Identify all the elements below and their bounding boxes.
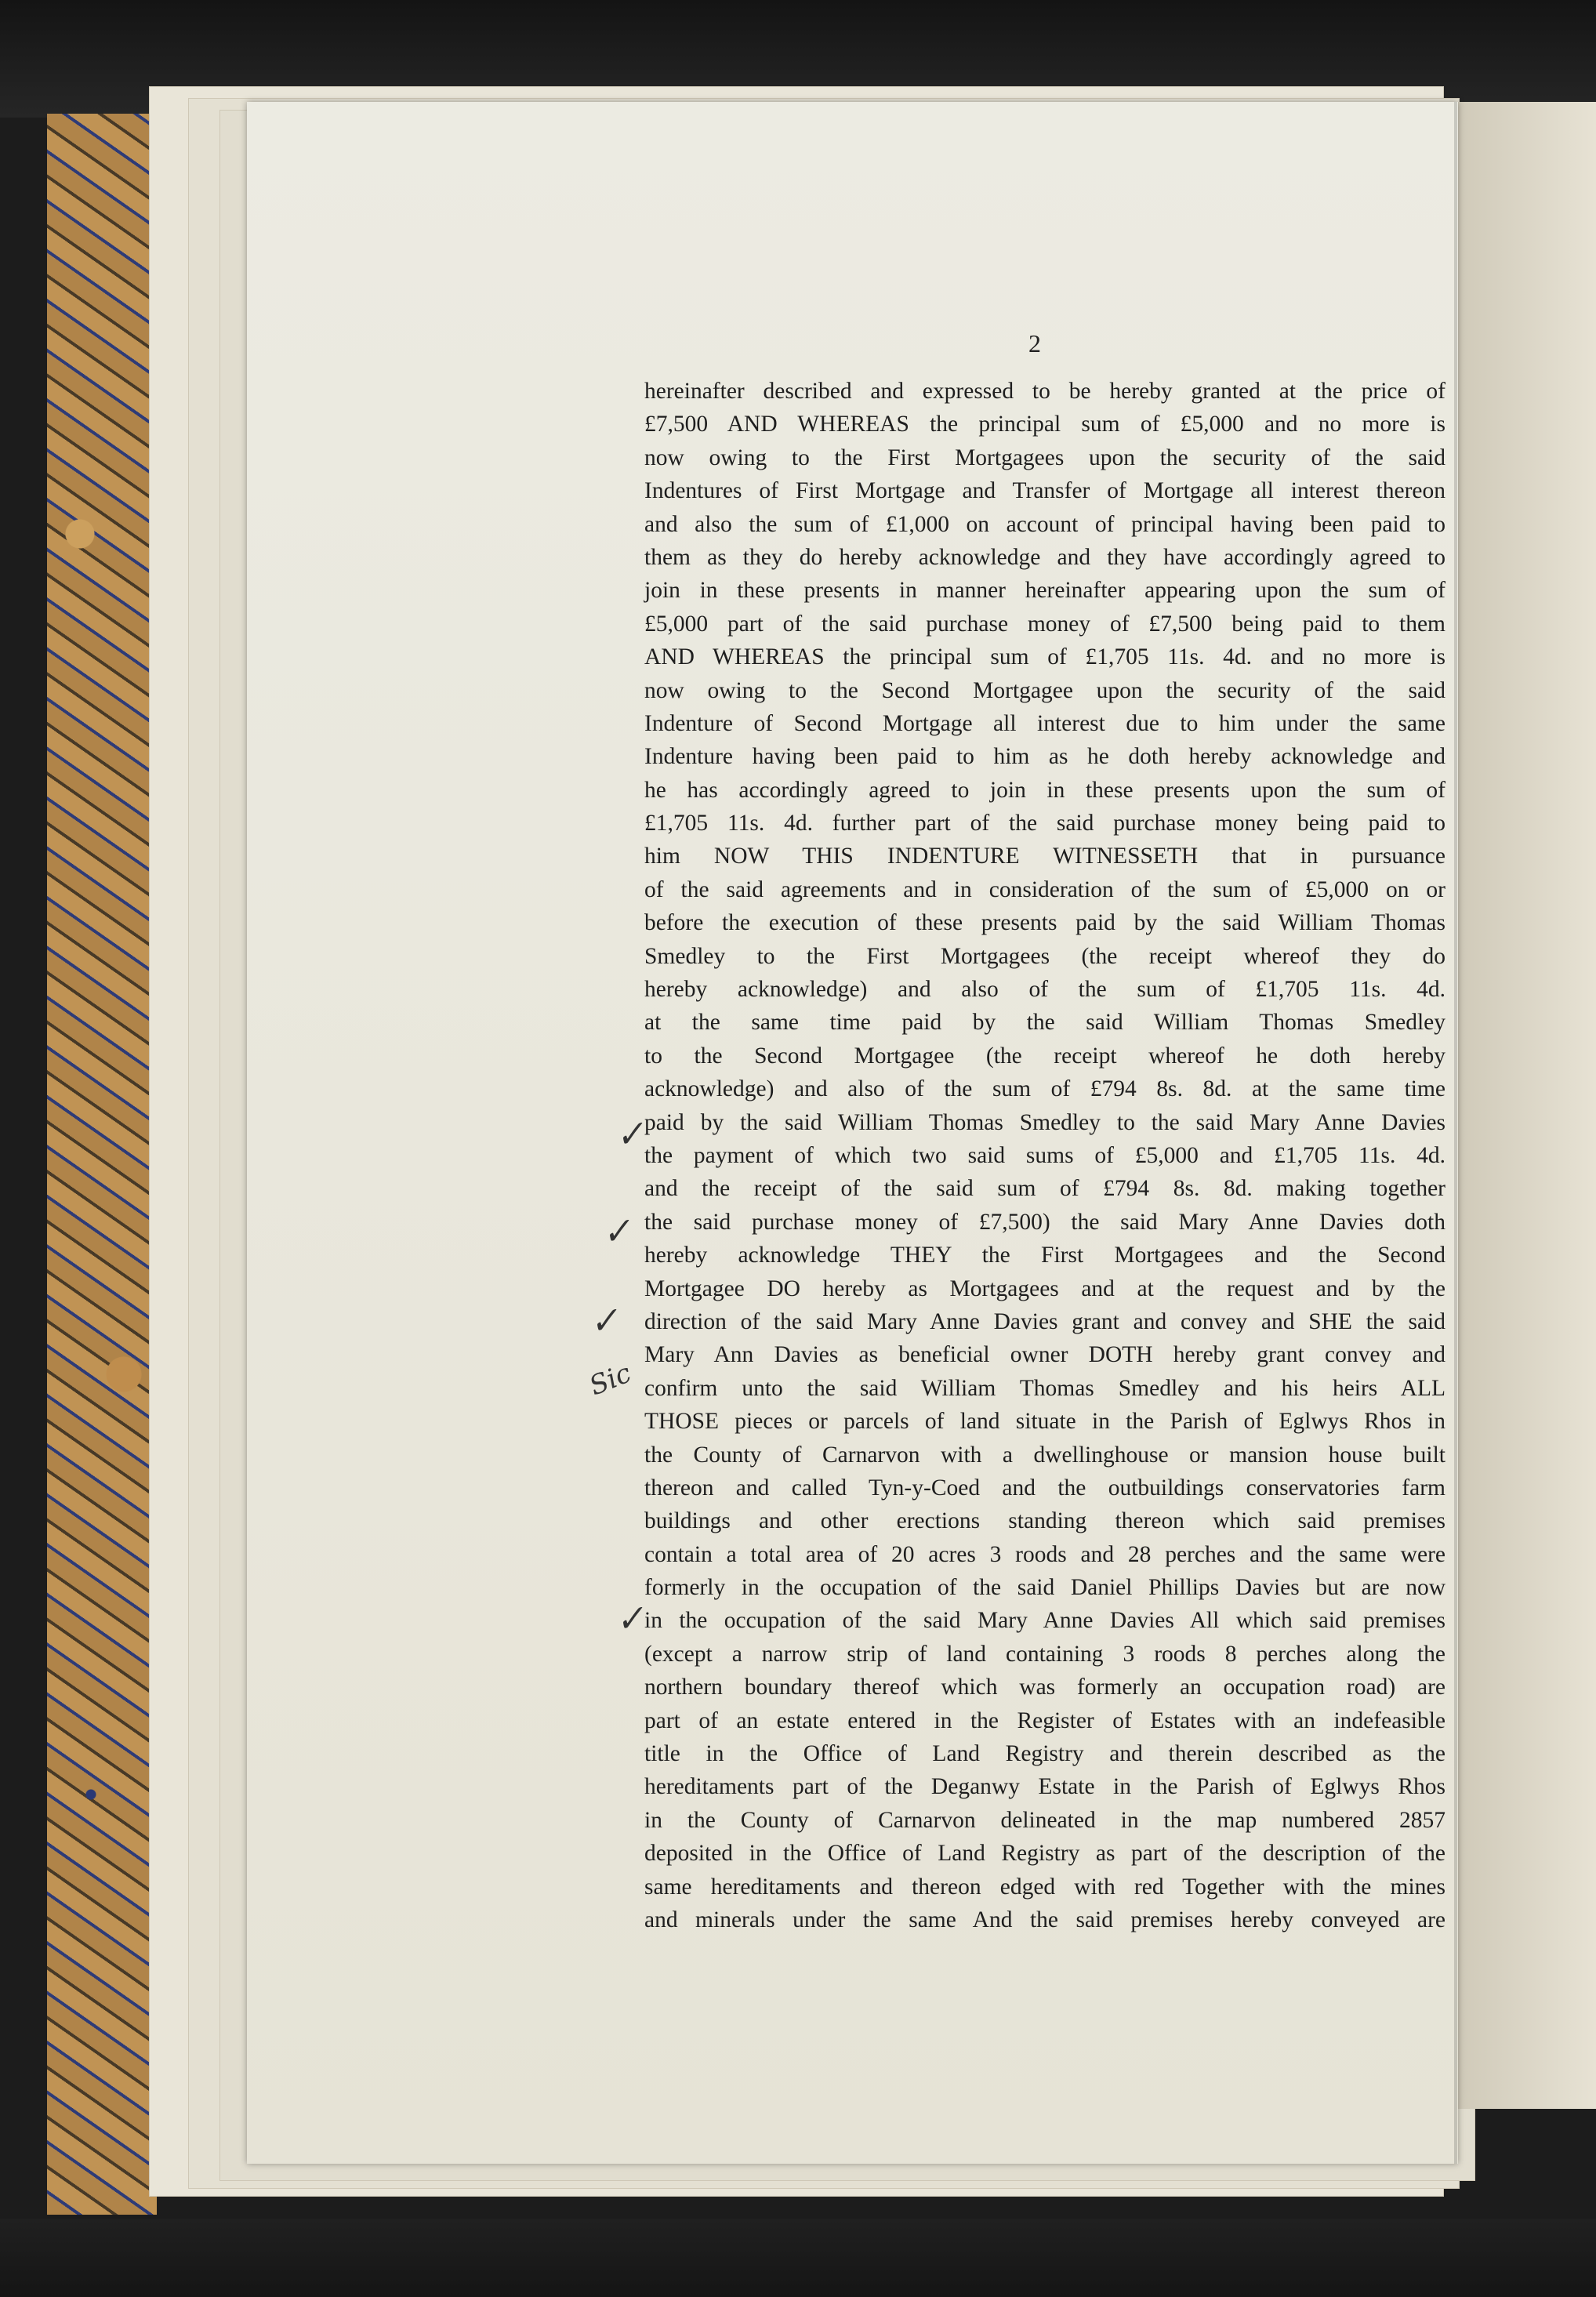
text-line: and minerals under the same And the said premises hereby conveyed are <box>644 1907 1445 1932</box>
text-line: Mary Ann Davies as beneficial owner DOTH hereby grant convey and <box>644 1342 1445 1368</box>
margin-tick-mark: ✓ <box>612 1112 647 1157</box>
text-line: thereon and called Tyn-y-Coed and the outbuildings conservatories farm <box>644 1475 1445 1500</box>
margin-tick-mark: ✓ <box>599 1210 634 1254</box>
text-line: AND WHEREAS the principal sum of £1,705 11s. 4d. and no more is <box>644 644 1445 670</box>
text-line: and the receipt of the said sum of £794 8s. 8d. making together <box>644 1176 1445 1202</box>
marbled-endpaper <box>47 114 157 2215</box>
page-edge-shadow <box>1454 102 1457 2164</box>
text-line: of the said agreements and in consideration of the sum of £5,000 on or <box>644 876 1445 902</box>
text-line: part of an estate entered in the Register of Estates with an indefeasible <box>644 1707 1445 1733</box>
text-line: Indenture of Second Mortgage all interest due to him under the same <box>644 710 1445 736</box>
text-line: before the execution of these presents paid by the said William Thomas <box>644 910 1445 936</box>
text-line: confirm unto the said William Thomas Smedley and his heirs ALL <box>644 1375 1445 1401</box>
text-line: hereinafter described and expressed to be hereby granted at the price of <box>644 379 1445 404</box>
text-line: he has accordingly agreed to join in these presents upon the sum of <box>644 777 1445 803</box>
margin-tick-mark: ✓ <box>612 1597 647 1642</box>
text-line: Mortgagee DO hereby as Mortgagees and at the request and by the <box>644 1276 1445 1301</box>
text-line: title in the Office of Land Registry and therein described as the <box>644 1741 1445 1767</box>
text-line: in the occupation of the said Mary Anne Davies All which said premises <box>644 1608 1445 1634</box>
text-line: at the same time paid by the said William Thomas Smedley <box>644 1010 1445 1036</box>
text-line: £7,500 AND WHEREAS the principal sum of £5,000 and no more is <box>644 412 1445 437</box>
text-line: Indentures of First Mortgage and Transfer of Mortgage all interest thereon <box>644 478 1445 504</box>
text-line: THOSE pieces or parcels of land situate in the Parish of Eglwys Rhos in <box>644 1409 1445 1435</box>
margin-sic-note: Sic <box>585 1357 636 1403</box>
indenture-text <box>644 375 1445 1936</box>
text-line: and also the sum of £1,000 on account of principal having been paid to <box>644 511 1445 537</box>
margin-tick-mark: ✓ <box>586 1299 622 1344</box>
text-line: the County of Carnarvon with a dwellinghouse or mansion house built <box>644 1442 1445 1468</box>
page-number: 2 <box>1028 329 1041 357</box>
text-line: paid by the said William Thomas Smedley to the said Mary Anne Davies <box>644 1109 1445 1135</box>
text-line: £1,705 11s. 4d. further part of the said purchase money being paid to <box>644 811 1445 836</box>
text-line: hereditaments part of the Deganwy Estate in the Parish of Eglwys Rhos <box>644 1774 1445 1800</box>
text-line: buildings and other erections standing thereon which said premises <box>644 1508 1445 1534</box>
text-line: £5,000 part of the said purchase money of £7,500 being paid to them <box>644 611 1445 637</box>
text-line: join in these presents in manner hereinafter appearing upon the sum of <box>644 578 1445 604</box>
facing-page-edge <box>1454 102 1596 2109</box>
text-line: deposited in the Office of Land Registry as part of the description of the <box>644 1841 1445 1867</box>
text-line: direction of the said Mary Anne Davies grant and convey and SHE the said <box>644 1308 1445 1334</box>
text-line: hereby acknowledge) and also of the sum of £1,705 11s. 4d. <box>644 977 1445 1003</box>
text-line: him NOW THIS INDENTURE WITNESSETH that in pursuance <box>644 844 1445 869</box>
text-line: now owing to the First Mortgagees upon the security of the said <box>644 445 1445 470</box>
text-line: (except a narrow strip of land containing 3 roods 8 perches along the <box>644 1641 1445 1667</box>
text-line: Indenture having been paid to him as he doth hereby acknowledge and <box>644 744 1445 770</box>
text-line: acknowledge) and also of the sum of £794 8s. 8d. at the same time <box>644 1076 1445 1102</box>
text-line: the said purchase money of £7,500) the said Mary Anne Davies doth <box>644 1209 1445 1235</box>
text-line: contain a total area of 20 acres 3 roods and 28 perches and the same were <box>644 1541 1445 1567</box>
text-line: Smedley to the First Mortgagees (the receipt whereof they do <box>644 943 1445 969</box>
text-line: formerly in the occupation of the said Daniel Phillips Davies but are now <box>644 1575 1445 1601</box>
text-line: them as they do hereby acknowledge and they have accordingly agreed to <box>644 544 1445 570</box>
text-line: to the Second Mortgagee (the receipt whereof he doth hereby <box>644 1043 1445 1069</box>
text-line: in the County of Carnarvon delineated in the map numbered 2857 <box>644 1807 1445 1833</box>
text-line: northern boundary thereof which was formerly an occupation road) are <box>644 1675 1445 1700</box>
text-line: same hereditaments and thereon edged with red Together with the mines <box>644 1874 1445 1900</box>
text-line: hereby acknowledge THEY the First Mortgagees and the Second <box>644 1243 1445 1268</box>
binder-bottom-edge <box>0 2219 1596 2297</box>
text-line: the payment of which two said sums of £5,000 and £1,705 11s. 4d. <box>644 1142 1445 1168</box>
text-line: now owing to the Second Mortgagee upon the security of the said <box>644 677 1445 703</box>
